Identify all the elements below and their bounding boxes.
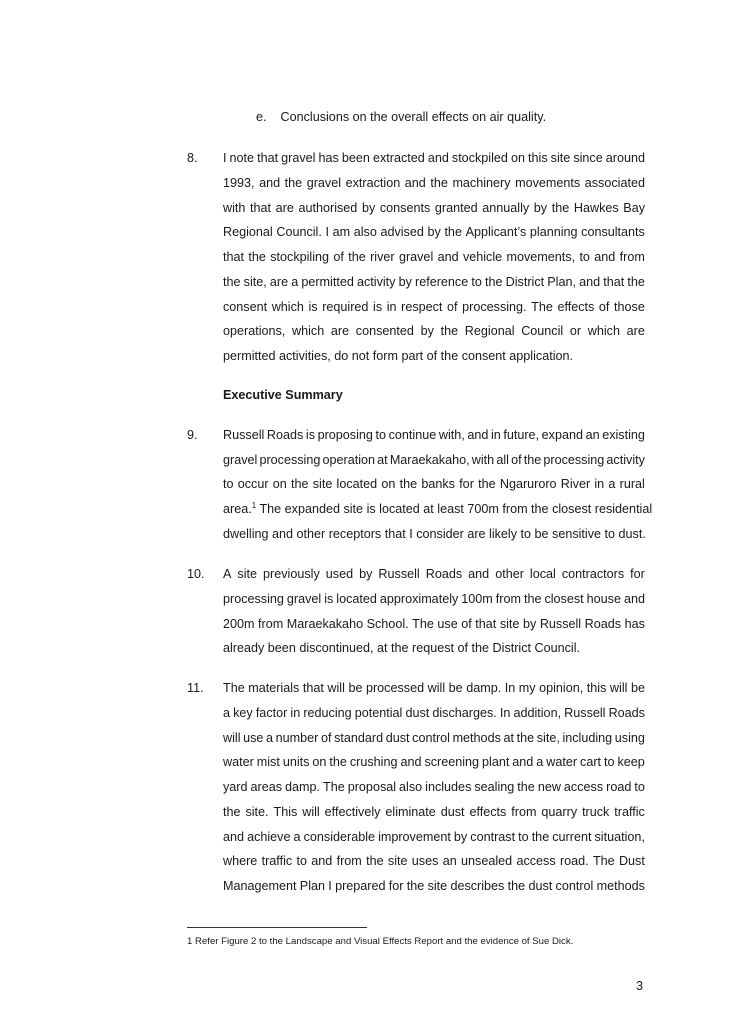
text-line: the site, are a permitted activity by reference to the District Plan, and that the (223, 275, 645, 289)
text-line: where traffic to and from the site uses an unsealed access road. The Dust (223, 854, 645, 868)
text-line: 200m from Maraekakaho School. The use of that site by Russell Roads has (223, 617, 645, 631)
text-line: gravel processing operation at Maraekakaho, with all of the processing activity (223, 453, 645, 467)
text-line: already been discontinued, at the request of the District Council. (223, 641, 581, 655)
paragraph-number: 8. (187, 151, 198, 165)
text-line: water mist units on the crushing and screening plant and a water cart to keep (223, 755, 645, 769)
text-line: A site previously used by Russell Roads and other local contractors for (223, 567, 645, 581)
subitem-label: e. (256, 110, 267, 124)
footnote (187, 935, 573, 949)
subitem-text: Conclusions on the overall effects on air quality. (280, 110, 547, 124)
section-heading: Executive Summary (223, 388, 343, 402)
text-line: will use a number of standard dust control methods at the site, including using (223, 731, 645, 745)
footnote-divider (187, 927, 367, 928)
text-line: I note that gravel has been extracted and stockpiled on this site since around (223, 151, 645, 165)
paragraph-number: 11. (187, 681, 204, 695)
text-line: Russell Roads is proposing to continue with, and in future, expand an existing (223, 428, 645, 442)
text-line: with that are authorised by consents granted annually by the Hawkes Bay (223, 201, 645, 215)
text-line: dwelling and other receptors that I consider are likely to be sensitive to dust. (223, 527, 646, 541)
text-line: permitted activities, do not form part of the consent application. (223, 349, 574, 363)
text-line: area.$^1$ The expanded site is located at least 700m from the closest residential (223, 500, 653, 516)
paragraph-number: 10. (187, 567, 205, 581)
page-number: 3 (636, 979, 644, 993)
text-line: and achieve a considerable improvement by contrast to the current situation, (223, 830, 645, 844)
text-line: the site. This will effectively eliminate dust effects from quarry truck traffic (223, 805, 645, 819)
footnote-reference[interactable]: 1 (251, 500, 257, 510)
text-line: operations, which are consented by the Regional Council or which are (223, 324, 645, 338)
text-line: that the stockpiling of the river gravel and vehicle movements, to and from (223, 250, 645, 264)
text-line: 1993, and the gravel extraction and the machinery movements associated (223, 176, 645, 190)
text-line: The materials that will be processed will be damp. In my opinion, this will be (223, 681, 645, 695)
subitem-e (256, 109, 546, 125)
text-line: yard areas damp. The proposal also includes sealing the new access road to (223, 780, 645, 794)
text-line: Regional Council. I am also advised by the Applicant’s planning consultants (223, 225, 645, 239)
text-line: consent which is required is in respect of processing. The effects of those (223, 300, 645, 314)
text-line: processing gravel is located approximately 100m from the closest house and (223, 592, 645, 606)
text-line: Management Plan I prepared for the site describes the dust control methods (223, 879, 645, 893)
footnote-marker: 1 (187, 936, 193, 947)
text-line: a key factor in reducing potential dust discharges. In addition, Russell Roads (223, 706, 645, 720)
footnote-text: Refer Figure 2 to the Landscape and Visual Effects Report and the evidence of Sue Dick. (192, 936, 574, 947)
paragraph-number: 9. (187, 428, 198, 442)
text-line: to occur on the site located on the banks for the Ngaruroro River in a rural (223, 477, 645, 491)
